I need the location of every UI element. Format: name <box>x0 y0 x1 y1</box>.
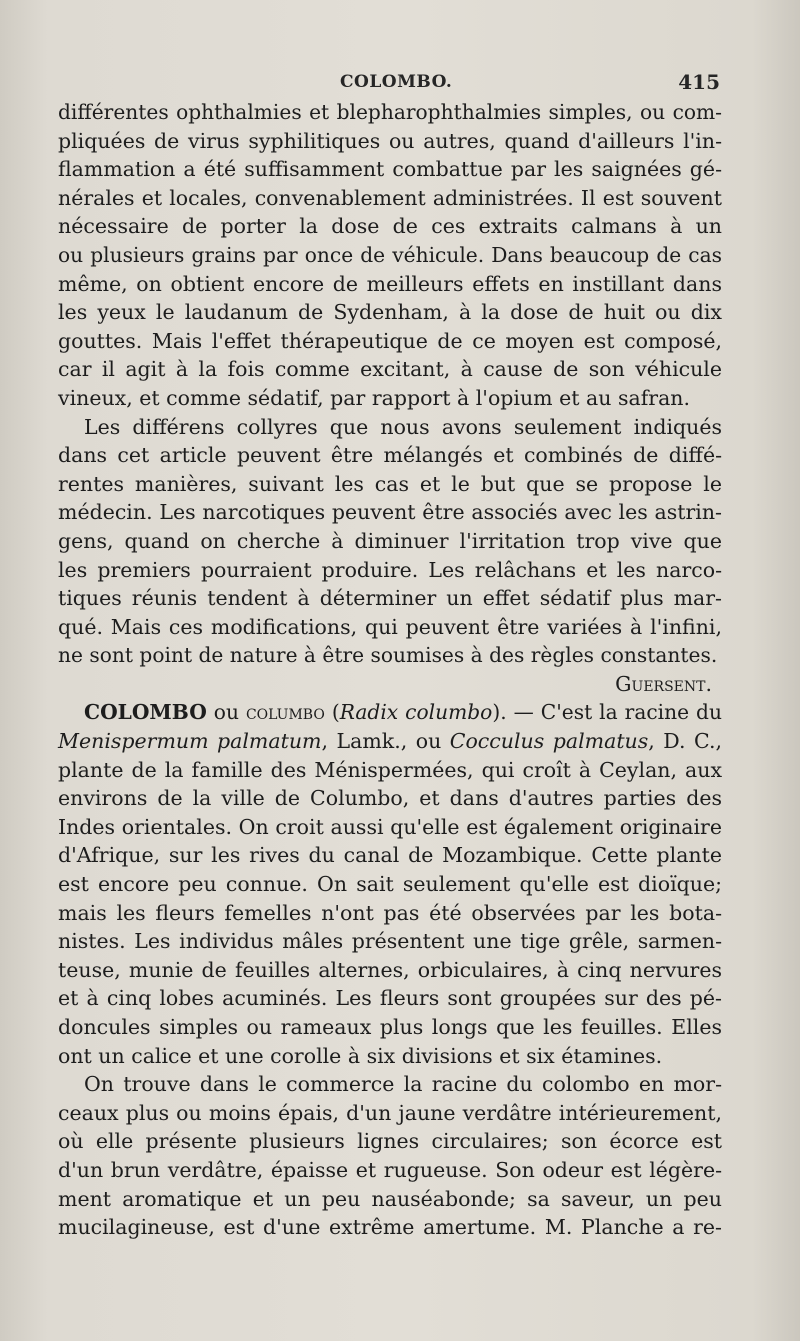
page-number: 415 <box>678 70 720 94</box>
species-name: Cocculus palmatus <box>449 729 649 754</box>
text-line: dans cet article peuvent être mélangés et combinés de diffé- <box>58 443 722 468</box>
text-line: nérales et locales, convenablement administrées. Il est souvent <box>58 185 722 210</box>
latin-name: Radix columbo <box>339 700 493 725</box>
paragraph-collyres <box>58 413 722 670</box>
text-line: car il agit à la fois comme excitant, à cause de son véhicule <box>58 357 722 382</box>
text-line: même, on obtient encore de meilleurs effets en instillant dans <box>58 271 722 296</box>
paragraph-ophthalmies <box>58 98 722 413</box>
author-signature: Guersent. <box>615 671 712 696</box>
text-line: ont un calice et une corolle à six divisions et six étamines. <box>58 1043 663 1068</box>
text-line: Indes orientales. On croit aussi qu'elle est également originaire <box>58 814 722 839</box>
text-line: environs de la ville de Columbo, et dans d'autres parties des <box>58 786 722 811</box>
text-line: flammation a été suffisamment combattue par les saignées gé- <box>58 157 722 182</box>
text-line: vineux, et comme sédatif, par rapport à l'opium et au safran. <box>58 385 691 410</box>
text-line: ment aromatique et un peu nauséabonde; sa saveur, un peu <box>58 1186 722 1211</box>
text-line: mais les fleurs femelles n'ont pas été observées par les bota- <box>58 900 722 925</box>
text-line: gens, quand on cherche à diminuer l'irritation trop vive que <box>58 528 722 553</box>
text-line: médecin. Les narcotiques peuvent être associés avec les astrin- <box>58 500 722 525</box>
entry-second-line: Menispermum palmatum, Lamk., ou Cocculus palmatus, D. C., <box>58 729 723 754</box>
text-line: Les différens collyres que nous avons seulement indiqués <box>84 414 722 439</box>
text-line: rentes manières, suivant les cas et le but que se propose le <box>58 471 722 496</box>
text-line: tiques réunis tendent à déterminer un effet sédatif plus mar- <box>58 586 722 611</box>
text-line: doncules simples ou rameaux plus longs que les feuilles. Elles <box>58 1015 722 1039</box>
text-line: pliquées de virus syphilitiques ou autres, quand d'ailleurs l'in- <box>58 128 722 153</box>
text-line: gouttes. Mais l'effet thérapeutique de ce moyen est composé, <box>58 328 722 353</box>
text-line: les yeux le laudanum de Sydenham, à la dose de huit ou dix <box>58 300 722 325</box>
text-line: est encore peu connue. On sait seulement qu'elle est dioïque; <box>58 872 722 897</box>
genus-name: Menispermum palmatum <box>58 729 322 754</box>
text-line: les premiers pourraient produire. Les relâchans et les narco- <box>58 557 722 582</box>
text-line: d'Afrique, sur les rives du canal de Mozambique. Cette plante <box>58 843 722 868</box>
entry-colombo <box>58 698 722 1070</box>
entry-headword: COLOMBO <box>84 700 207 725</box>
text-line: ceaux plus ou moins épais, d'un jaune verdâtre intérieurement, <box>58 1100 722 1125</box>
text-line: ou plusieurs grains par once de véhicule. Dans beaucoup de cas <box>58 242 722 267</box>
page-header <box>60 68 720 102</box>
paragraph-commerce <box>58 1070 722 1242</box>
text-line: nécessaire de porter la dose de ces extraits calmans à un <box>58 214 722 239</box>
text-line: nistes. Les individus mâles présentent une tige grêle, sarmen- <box>58 929 722 954</box>
text-line: différentes ophthalmies et blepharophthalmies simples, ou com- <box>58 100 722 124</box>
text-line: teuse, munie de feuilles alternes, orbiculaires, à cinq nervures <box>58 957 722 982</box>
text-line: et à cinq lobes acuminés. Les fleurs sont groupées sur des pé- <box>58 986 722 1011</box>
text-line: d'un brun verdâtre, épaisse et rugueuse. Son odeur est légère- <box>58 1157 722 1182</box>
text-line: On trouve dans le commerce la racine du colombo en mor- <box>84 1072 722 1097</box>
text-line: où elle présente plusieurs lignes circulaires; son écorce est <box>58 1129 722 1154</box>
running-title: COLOMBO. <box>340 72 453 92</box>
text-line: plante de la famille des Ménispermées, qui croît à Ceylan, aux <box>58 757 722 782</box>
entry-first-line: COLOMBO ou columbo (Radix columbo). — C'est la racine du <box>84 700 722 725</box>
text-line: mucilagineuse, est d'une extrême amertume. M. Planche a re- <box>58 1215 722 1240</box>
body-text <box>58 98 722 1242</box>
text-line: ne sont point de nature à être soumises à des règles constantes. <box>58 643 718 668</box>
text-line: qué. Mais ces modifications, qui peuvent être variées à l'infini, <box>58 614 722 639</box>
